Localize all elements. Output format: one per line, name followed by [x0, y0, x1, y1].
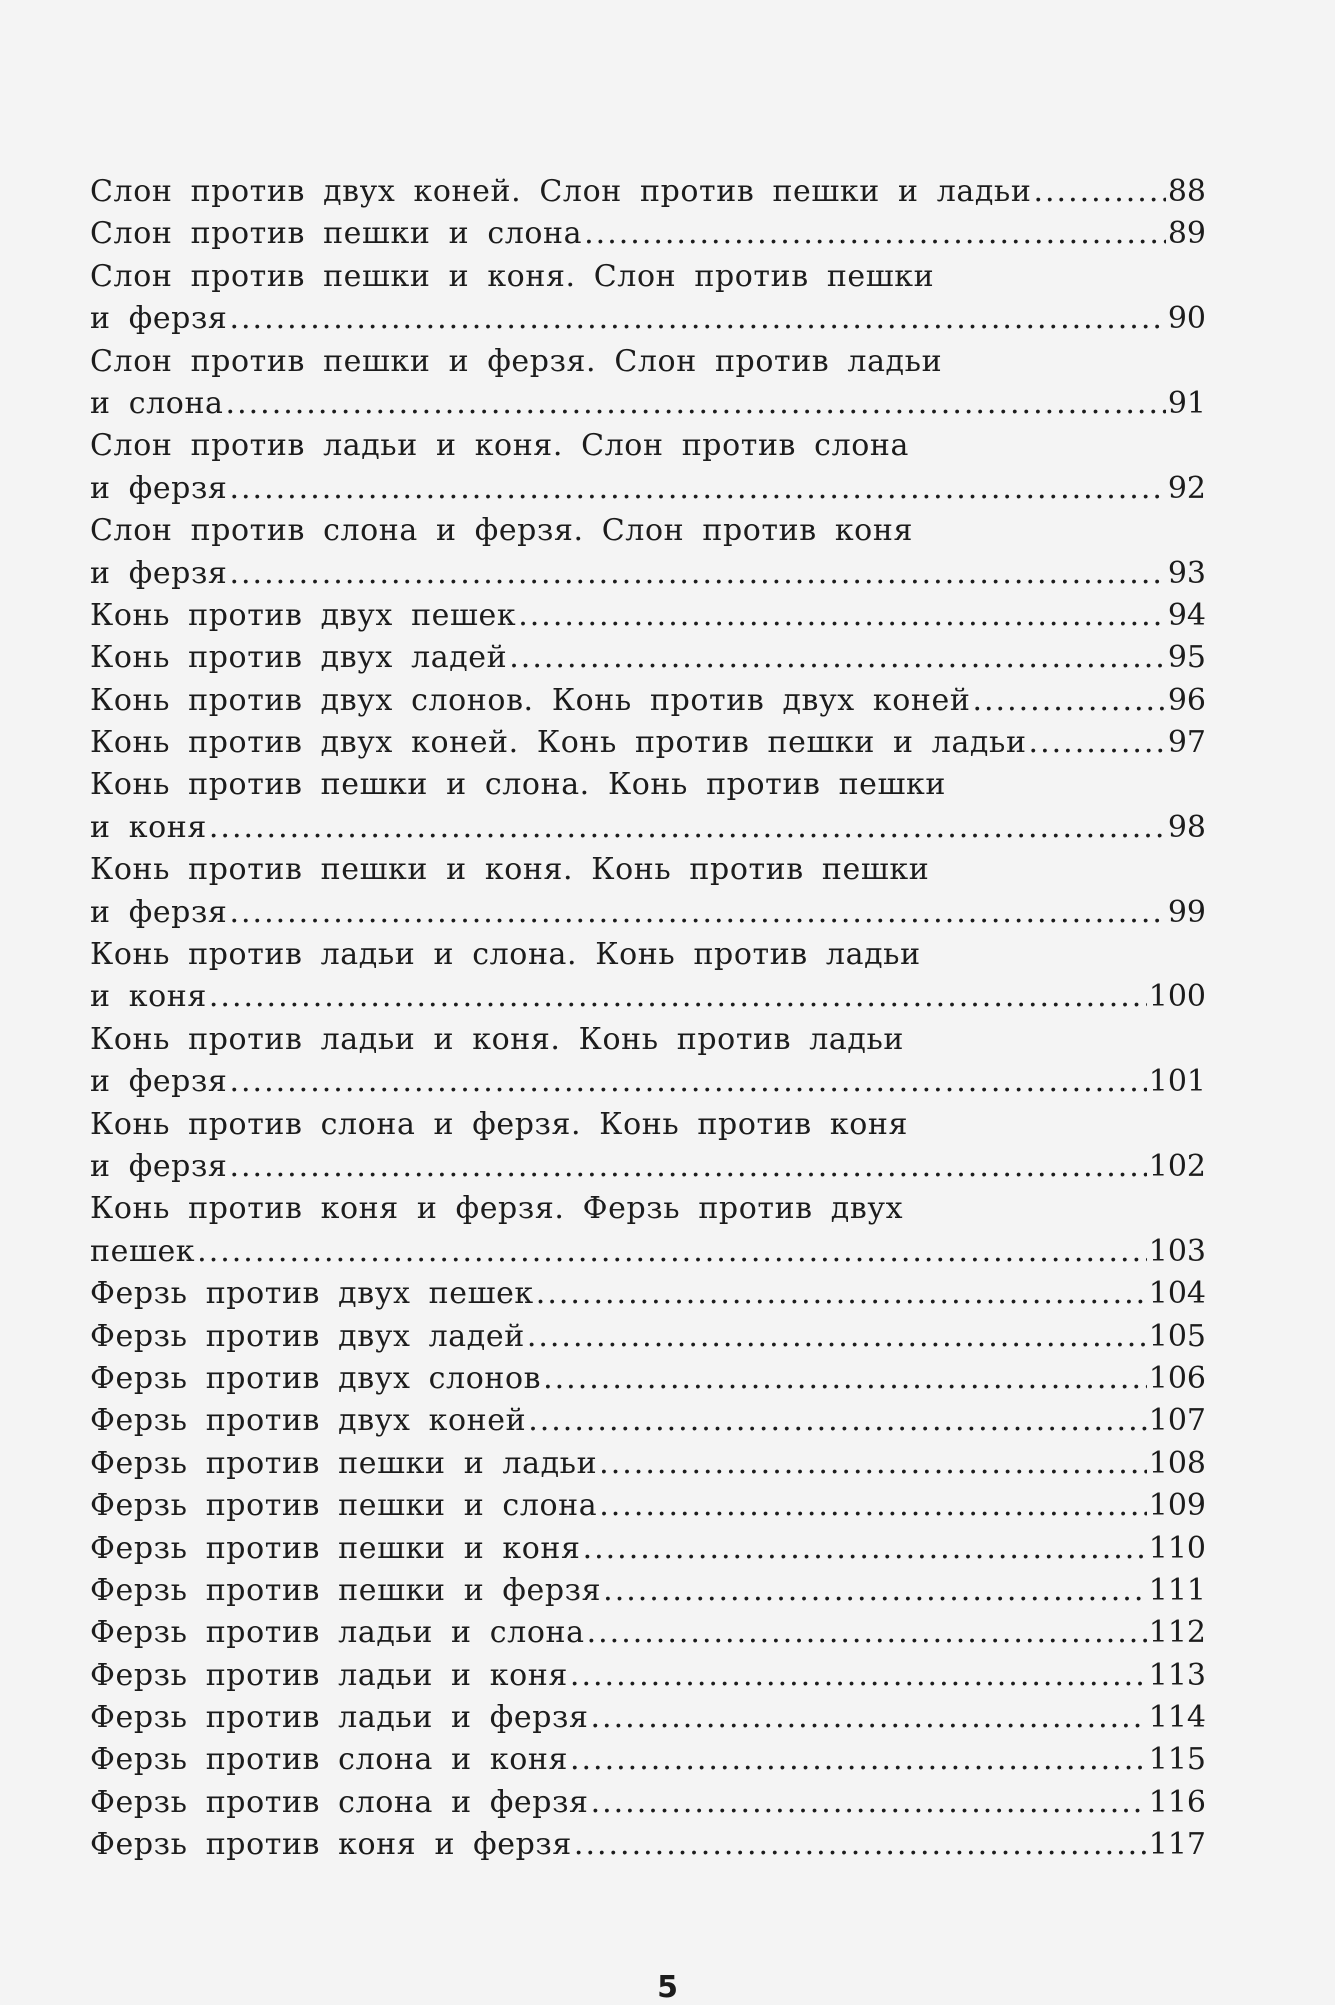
toc-dot-leader	[527, 1316, 1147, 1358]
toc-entry	[90, 1739, 1206, 1781]
toc-entry-title-continuation: и ферзя	[90, 301, 228, 337]
toc-entry	[90, 1316, 1206, 1358]
toc-entry-title: Ферзь против двух слонов	[90, 1360, 542, 1396]
toc-dot-leader	[229, 468, 1165, 510]
toc-entry-title: Слон против слона и ферзя. Слон против коня	[90, 513, 913, 549]
toc-entry-title: Ферзь против ладьи и ферзя	[90, 1700, 589, 1736]
toc-dot-leader	[599, 1485, 1147, 1527]
toc-entry	[90, 1612, 1206, 1654]
toc-entry-line	[90, 934, 1206, 976]
toc-entry	[90, 1655, 1206, 1697]
toc-entry	[90, 976, 1206, 1018]
toc-entry	[90, 213, 1206, 255]
toc-dot-leader	[197, 1231, 1147, 1273]
toc-entry	[90, 1146, 1206, 1188]
toc-dot-leader	[229, 892, 1165, 934]
toc-entry-title: Ферзь против пешки и коня	[90, 1530, 581, 1566]
toc-dot-leader	[229, 553, 1165, 595]
toc-page-number: 92	[1167, 470, 1206, 506]
toc-entry-title: Ферзь против слона и ферзя	[90, 1784, 589, 1820]
toc-dot-leader	[229, 298, 1165, 340]
toc-dot-leader	[603, 1570, 1147, 1612]
toc-entry-title: Конь против пешки и коня. Конь против пешки	[90, 852, 930, 888]
toc-page-number: 100	[1148, 979, 1206, 1015]
toc-page-number: 89	[1167, 216, 1206, 252]
toc-entry-title: Ферзь против двух пешек	[90, 1276, 534, 1312]
toc-entry-title-continuation: и слона	[90, 385, 224, 421]
toc-page-number: 112	[1148, 1615, 1206, 1651]
toc-entry-title: Конь против двух коней. Конь против пешки и ладьи	[90, 725, 1027, 761]
toc-page-number: 114	[1148, 1700, 1206, 1736]
toc-entry	[90, 383, 1206, 425]
toc-dot-leader	[1033, 171, 1165, 213]
toc-dot-leader	[972, 680, 1165, 722]
toc-entry-title: Конь против коня и ферзя. Ферзь против двух	[90, 1191, 904, 1227]
toc-dot-leader	[591, 1697, 1147, 1739]
toc-entry	[90, 595, 1206, 637]
toc-page-number: 104	[1148, 1276, 1206, 1312]
toc-dot-leader	[599, 1443, 1147, 1485]
toc-entry	[90, 1697, 1206, 1739]
toc-dot-leader	[583, 1528, 1147, 1570]
toc-entry-title-continuation: и ферзя	[90, 894, 228, 930]
toc-entry-line	[90, 341, 1206, 383]
toc-page-number: 98	[1167, 809, 1206, 845]
toc-entry-line	[90, 1019, 1206, 1061]
toc-page-number: 103	[1148, 1233, 1206, 1269]
toc-entry	[90, 1443, 1206, 1485]
toc-dot-leader	[209, 976, 1147, 1018]
toc-page-number: 116	[1148, 1784, 1206, 1820]
toc-entry-title: Слон против пешки и слона	[90, 216, 583, 252]
toc-page-number: 90	[1167, 301, 1206, 337]
toc-page-number: 101	[1148, 1064, 1206, 1100]
toc-dot-leader	[536, 1273, 1147, 1315]
toc-page-number: 117	[1148, 1827, 1206, 1863]
toc-dot-leader	[587, 1612, 1147, 1654]
toc-entry-title-continuation: и ферзя	[90, 1148, 228, 1184]
toc-entry	[90, 807, 1206, 849]
toc-entry-title: Конь против двух ладей	[90, 640, 508, 676]
toc-dot-leader	[528, 1400, 1147, 1442]
toc-page-number: 99	[1167, 894, 1206, 930]
toc-entry-line	[90, 425, 1206, 467]
toc-page-number: 110	[1148, 1530, 1206, 1566]
toc-dot-leader	[543, 1358, 1147, 1400]
toc-entry-line	[90, 256, 1206, 298]
toc-dot-leader	[574, 1824, 1147, 1866]
toc-entry	[90, 171, 1206, 213]
toc-entry-title: Слон против ладьи и коня. Слон против слона	[90, 428, 909, 464]
toc-entry-title: Конь против ладьи и слона. Конь против ладьи	[90, 937, 921, 973]
toc-page-number: 91	[1167, 385, 1206, 421]
toc-dot-leader	[209, 807, 1166, 849]
toc-entry	[90, 1358, 1206, 1400]
toc-entry-title-continuation: и ферзя	[90, 470, 228, 506]
toc-entry-title: Конь против ладьи и коня. Конь против ладьи	[90, 1021, 905, 1057]
toc-entry-line	[90, 849, 1206, 891]
toc-dot-leader	[1029, 722, 1166, 764]
toc-entry	[90, 1061, 1206, 1103]
toc-entry	[90, 1570, 1206, 1612]
toc-page-number: 105	[1148, 1318, 1206, 1354]
toc-page-number: 93	[1167, 555, 1206, 591]
toc-entry	[90, 1824, 1206, 1866]
toc-dot-leader	[570, 1739, 1147, 1781]
toc-entry-title: Слон против двух коней. Слон против пешки и ладьи	[90, 174, 1032, 209]
toc-entry-title: Слон против пешки и коня. Слон против пешки	[90, 258, 935, 294]
toc-page-number: 111	[1148, 1572, 1206, 1608]
toc-entry-title: Конь против слона и ферзя. Конь против коня	[90, 1106, 909, 1142]
toc-page-number: 96	[1167, 682, 1206, 718]
toc-entry-title-continuation: и ферзя	[90, 1064, 228, 1100]
toc-entry	[90, 1485, 1206, 1527]
toc-entry	[90, 1782, 1206, 1824]
toc-entry-title: Ферзь против пешки и ладьи	[90, 1445, 598, 1481]
toc-entry-title: Ферзь против ладьи и слона	[90, 1615, 585, 1651]
toc-entry-title: Ферзь против пешки и ферзя	[90, 1572, 602, 1608]
toc-page-number: 94	[1167, 597, 1206, 633]
toc-entry-title: Конь против пешки и слона. Конь против пешки	[90, 767, 946, 803]
toc-entry	[90, 637, 1206, 679]
page-number: 5	[657, 1970, 678, 2005]
toc-dot-leader	[229, 1146, 1146, 1188]
toc-entry-line	[90, 510, 1206, 552]
toc-dot-leader	[226, 383, 1166, 425]
toc-page-number: 115	[1148, 1742, 1206, 1778]
toc-entry	[90, 298, 1206, 340]
toc-entry	[90, 468, 1206, 510]
toc-entry	[90, 1528, 1206, 1570]
toc-page-number: 113	[1148, 1657, 1206, 1693]
toc-page-number: 88	[1167, 174, 1206, 209]
toc-entry	[90, 892, 1206, 934]
toc-page-number: 108	[1148, 1445, 1206, 1481]
toc-entry-title: Слон против пешки и ферзя. Слон против ладьи	[90, 343, 943, 379]
toc-dot-leader	[584, 213, 1166, 255]
toc-entry-line	[90, 1188, 1206, 1230]
toc-dot-leader	[229, 1061, 1146, 1103]
toc-entry-line	[90, 1104, 1206, 1146]
toc-page-number: 107	[1148, 1403, 1206, 1439]
toc-dot-leader	[570, 1655, 1147, 1697]
toc-page-number: 106	[1148, 1360, 1206, 1396]
toc-entry-title: Ферзь против слона и коня	[90, 1742, 568, 1778]
toc-entry-title: Конь против двух слонов. Конь против двух коней	[90, 682, 971, 718]
toc-entry-title: Ферзь против двух коней	[90, 1403, 527, 1439]
toc-dot-leader	[591, 1782, 1147, 1824]
toc-page-number: 109	[1148, 1488, 1206, 1524]
toc-entry	[90, 722, 1206, 764]
toc-entry-title: Ферзь против ладьи и коня	[90, 1657, 568, 1693]
toc-entry	[90, 553, 1206, 595]
toc-page-number: 95	[1167, 640, 1206, 676]
toc-dot-leader	[509, 637, 1166, 679]
toc-dot-leader	[518, 595, 1166, 637]
toc-entry-title: Ферзь против коня и ферзя	[90, 1827, 572, 1863]
toc-entry-title: Ферзь против двух ладей	[90, 1318, 525, 1354]
toc-entry	[90, 1273, 1206, 1315]
toc-entry-line	[90, 764, 1206, 806]
toc-entry-title-continuation: пешек	[90, 1233, 196, 1269]
toc-entry	[90, 680, 1206, 722]
toc-entry-title-continuation: и коня	[90, 979, 207, 1015]
toc-entry-title-continuation: и коня	[90, 809, 207, 845]
toc-entry-title: Конь против двух пешек	[90, 597, 517, 633]
table-of-contents	[90, 171, 1206, 1867]
toc-entry-title-continuation: и ферзя	[90, 555, 228, 591]
toc-page-number: 102	[1148, 1148, 1206, 1184]
toc-page-number: 97	[1167, 725, 1206, 761]
toc-entry	[90, 1231, 1206, 1273]
toc-entry	[90, 1400, 1206, 1442]
toc-entry-title: Ферзь против пешки и слона	[90, 1488, 598, 1524]
